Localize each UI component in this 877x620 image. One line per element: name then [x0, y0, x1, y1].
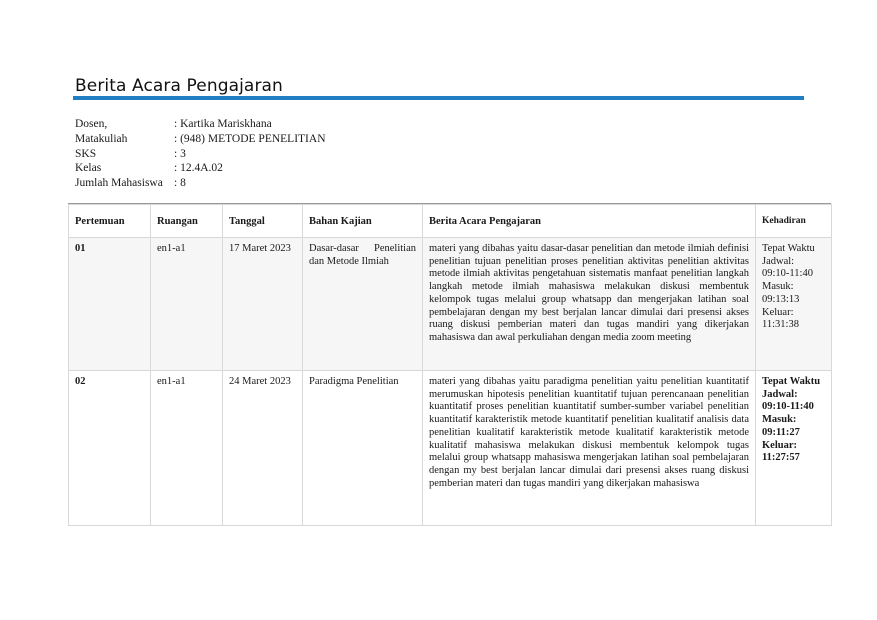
header-bahan-kajian: Bahan Kajian — [303, 205, 423, 238]
table-row — [69, 238, 832, 371]
cell-kehadiran — [756, 238, 832, 371]
info-row-matakuliah — [75, 132, 326, 147]
cell-tanggal: 17 Maret 2023 — [223, 238, 303, 371]
kehadiran-masuk-label: Masuk: — [762, 281, 794, 293]
info-label: Dosen, — [75, 118, 108, 130]
info-value: : (948) METODE PENELITIAN — [174, 132, 326, 145]
info-value: : 8 — [174, 177, 186, 190]
kehadiran-keluar-value: 11:27:57 — [762, 452, 800, 464]
table-header-row — [69, 205, 832, 238]
cell-ruangan: en1-a1 — [151, 238, 223, 371]
info-row-kelas — [75, 161, 326, 176]
cell-kehadiran — [756, 371, 832, 526]
info-label: Matakuliah — [75, 132, 128, 145]
info-label: Jumlah Mahasiswa — [75, 177, 163, 190]
kehadiran-jadwal-value: 09:10-11:40 — [762, 268, 813, 280]
info-row-jumlah-mahasiswa — [75, 176, 326, 191]
kehadiran-jadwal-value: 09:10-11:40 — [762, 401, 814, 413]
cell-berita-acara: materi yang dibahas yaitu paradigma penelitian yaitu penelitian kuantitatif merumuskan hipotesis penelitian kuantitatif tujuan perencanaan penelitian kuantitatif proses penelitian kuantitatif sumber-sumber variabel penelitian kuantitatif karakteristik metode kuantitatif penelitian kualitatif analisis data penelitian kualitatif karakteristik metode kualitatif karakteristik metode kualitatif mahasiswa melakukan diskusi membentuk kelompok tugas melalui group whatsapp mahasiswa mengerjakan latihan soal pembelajaran dengan my best berjalan lancar dimulai dari presensi akses ruang diskusi pemberian materi dan tugas mandiri yang dikerjakan mahasiswa — [423, 371, 756, 526]
kehadiran-keluar-label: Keluar: — [762, 306, 794, 318]
cell-ruangan: en1-a1 — [151, 371, 223, 526]
cell-pertemuan: 02 — [69, 371, 151, 526]
course-info — [75, 117, 326, 191]
kehadiran-masuk-value: 09:11:27 — [762, 426, 800, 438]
header-tanggal: Tanggal — [223, 205, 303, 238]
cell-bahan-kajian: Dasar-dasar Penelitian dan Metode Ilmiah — [303, 238, 423, 371]
cell-pertemuan: 01 — [69, 238, 151, 371]
cell-berita-acara: materi yang dibahas yaitu dasar-dasar penelitian dan metode ilmiah definisi penelitian tujuan penelitian proses penelitian aktivitas penelitian aktivitas metode ilmiah aktivitas pengetahuan sistematis manfaat penelitian langkah langkah metode ilmiah mahasiswa melakukan diskusi membentuk kelompok tugas melalui group whatsapp dan mengerjakan latihan soal pembelajaran dengan my best berjalan lancar dimulai dari presensi akses ruang diskusi pemberian materi dan tugas mandiri yang dikerjakan mahasiswa dan awal perkuliahan dengan media zoom meeting — [423, 238, 756, 371]
info-row-dosen — [75, 117, 326, 132]
cell-bahan-kajian: Paradigma Penelitian — [303, 371, 423, 526]
info-value: : 3 — [174, 147, 186, 160]
header-kehadiran: Kehadiran — [756, 205, 832, 238]
kehadiran-keluar-label: Keluar: — [762, 439, 797, 451]
info-label: Kelas — [75, 162, 102, 175]
table-row — [69, 371, 832, 526]
info-value: : 12.4A.02 — [174, 162, 223, 175]
kehadiran-status: Tepat Waktu — [762, 376, 821, 387]
kehadiran-masuk-label: Masuk: — [762, 414, 797, 426]
info-value: : Kartika Mariskhana — [174, 118, 272, 130]
info-row-sks — [75, 147, 326, 162]
attendance-table — [68, 204, 832, 526]
kehadiran-status: Tepat Waktu — [762, 243, 815, 254]
info-label: SKS — [75, 147, 97, 160]
kehadiran-jadwal-label: Jadwal: — [762, 388, 798, 400]
page-title: Berita Acara Pengajaran — [75, 76, 283, 96]
header-ruangan: Ruangan — [151, 205, 223, 238]
header-pertemuan: Pertemuan — [69, 205, 151, 238]
kehadiran-keluar-value: 11:31:38 — [762, 319, 799, 331]
cell-tanggal: 24 Maret 2023 — [223, 371, 303, 526]
header-berita-acara: Berita Acara Pengajaran — [423, 205, 756, 238]
title-underline — [73, 96, 804, 100]
kehadiran-jadwal-label: Jadwal: — [762, 255, 795, 267]
kehadiran-masuk-value: 09:13:13 — [762, 293, 800, 305]
